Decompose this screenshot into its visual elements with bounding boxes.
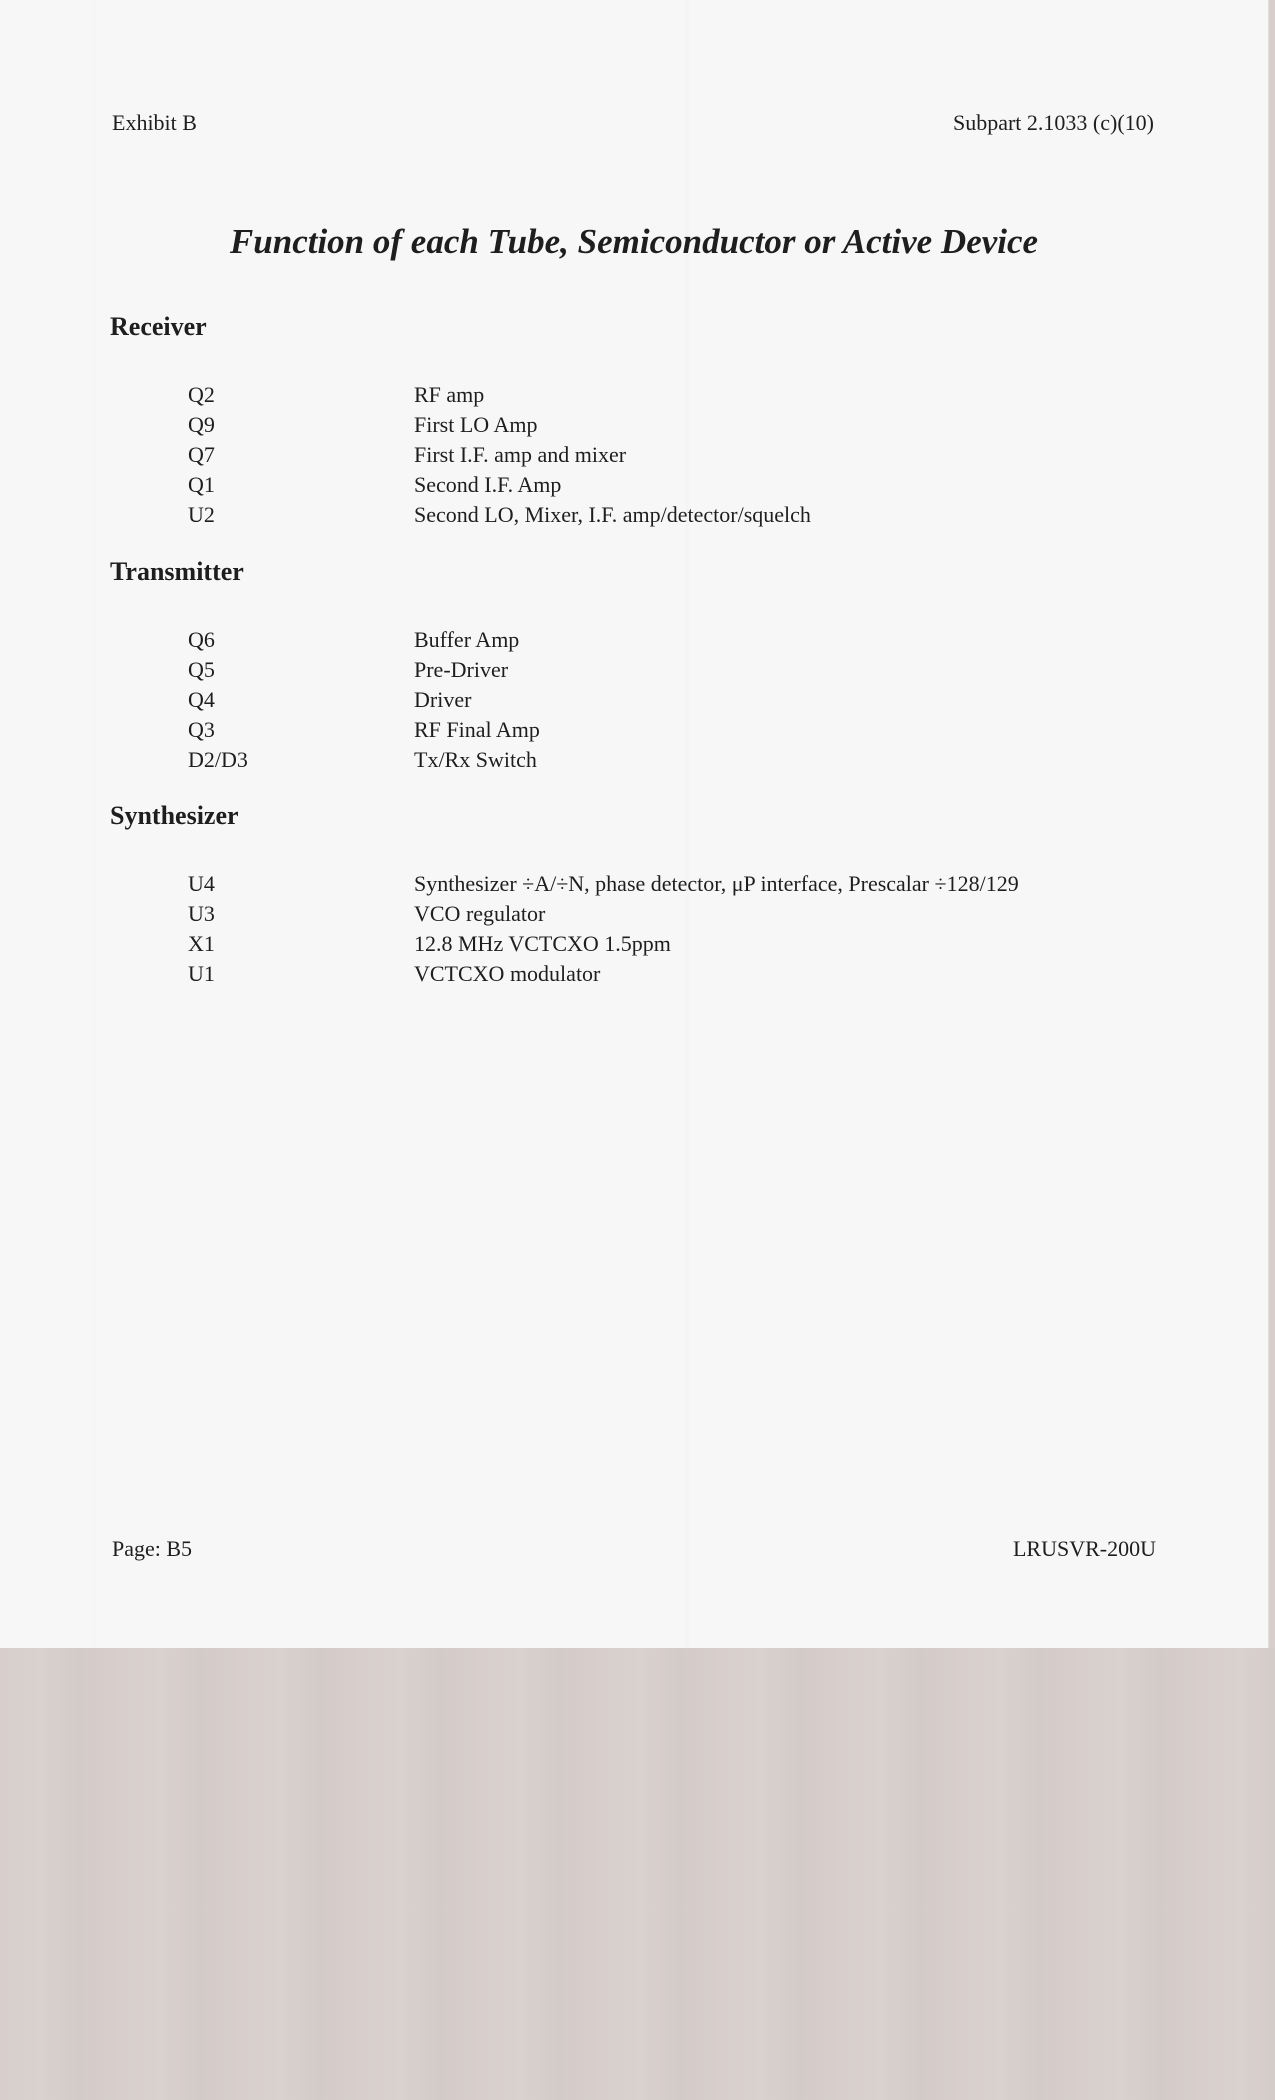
section-heading: Receiver <box>110 312 207 341</box>
device-ref: Q9 <box>188 412 215 437</box>
device-list <box>188 625 540 775</box>
device-row <box>188 625 540 655</box>
receiver-section <box>110 312 1160 527</box>
section-heading: Synthesizer <box>110 801 239 830</box>
device-ref: Q2 <box>188 382 215 407</box>
device-function: Buffer Amp <box>414 627 520 652</box>
subpart-reference: Subpart 2.1033 (c)(10) <box>952 110 1154 135</box>
device-function: VCTCXO modulator <box>414 961 601 986</box>
device-row <box>188 410 811 440</box>
device-row <box>188 715 540 745</box>
device-function: Second LO, Mixer, I.F. amp/detector/squelch <box>414 502 811 527</box>
device-row <box>188 745 540 775</box>
device-ref: Q1 <box>188 472 215 497</box>
synthesizer-section <box>110 801 1160 986</box>
device-row <box>188 655 540 685</box>
model-number: LRUSVR-200U <box>1012 1536 1156 1561</box>
device-function: Synthesizer ÷A/÷N, phase detector, μP interface, Prescalar ÷128/129 <box>414 871 1019 896</box>
device-row <box>188 685 540 715</box>
device-row <box>188 380 811 410</box>
device-ref: Q4 <box>188 687 215 712</box>
device-function: RF amp <box>414 382 485 407</box>
device-ref: Q5 <box>188 657 215 682</box>
device-row <box>188 470 811 500</box>
device-function: Driver <box>414 687 472 712</box>
transmitter-section <box>110 557 1160 772</box>
page-number: Page: B5 <box>112 1536 193 1561</box>
device-list <box>188 380 811 530</box>
device-ref: X1 <box>188 931 215 956</box>
device-function: First LO Amp <box>414 412 538 437</box>
device-row <box>188 929 1019 959</box>
device-function: VCO regulator <box>414 901 546 926</box>
device-function: Second I.F. Amp <box>414 472 562 497</box>
device-function: First I.F. amp and mixer <box>414 442 627 467</box>
device-ref: Q7 <box>188 442 215 467</box>
device-function: 12.8 MHz VCTCXO 1.5ppm <box>414 931 671 956</box>
device-list <box>188 869 1019 989</box>
device-ref: U2 <box>188 502 215 527</box>
page-title: Function of each Tube, Semiconductor or Active Device <box>229 222 1039 261</box>
device-ref: Q3 <box>188 717 215 742</box>
device-ref: D2/D3 <box>188 747 248 772</box>
device-function: Pre-Driver <box>414 657 509 682</box>
scanner-background <box>0 1648 1275 2100</box>
device-ref: U4 <box>188 871 215 896</box>
device-row <box>188 500 811 530</box>
device-ref: U1 <box>188 961 215 986</box>
device-function: RF Final Amp <box>414 717 540 742</box>
device-row <box>188 440 811 470</box>
device-ref: U3 <box>188 901 215 926</box>
device-ref: Q6 <box>188 627 215 652</box>
device-row <box>188 959 1019 989</box>
exhibit-label: Exhibit B <box>112 110 197 135</box>
device-function: Tx/Rx Switch <box>414 747 537 772</box>
section-heading: Transmitter <box>110 557 244 586</box>
device-row <box>188 899 1019 929</box>
device-row <box>188 869 1019 899</box>
